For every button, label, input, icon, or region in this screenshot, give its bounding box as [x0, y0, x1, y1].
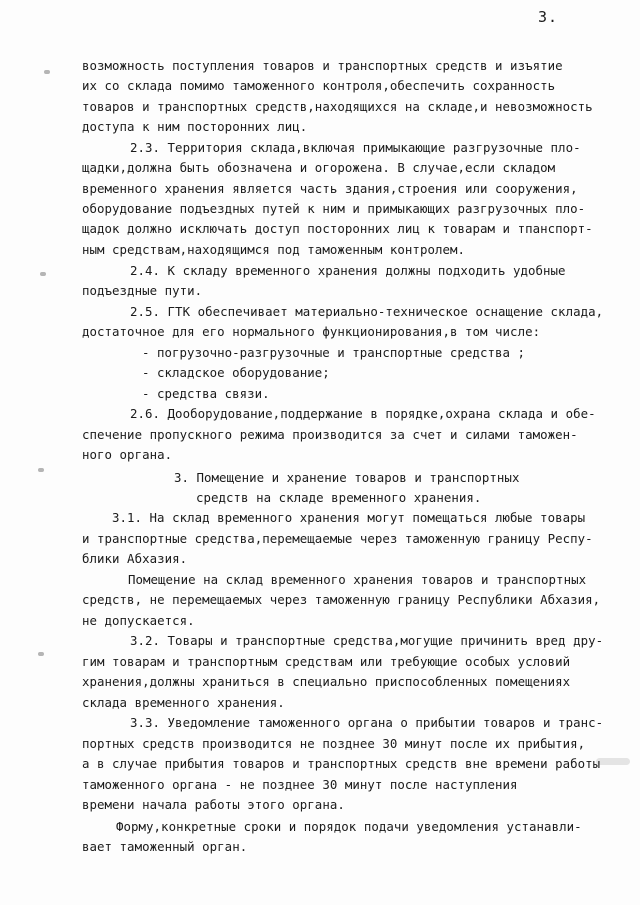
- text-line: Форму,конкретные сроки и порядок подачи уведомления устанавли-: [116, 819, 582, 834]
- text-line: 2.5. ГТК обеспечивает материально-техническое оснащение склада,: [130, 304, 604, 319]
- text-line: спечение пропускного режима производится за счет и силами таможен-: [82, 427, 578, 442]
- section-heading: 3. Помещение и хранение товаров и транспортных: [174, 470, 520, 485]
- text-line: доступа к ним посторонних лиц.: [82, 119, 308, 134]
- text-line: а в случае прибытия товаров и транспортных средств вне времени работы: [82, 756, 601, 771]
- text-line: 2.3. Территория склада,включая примыкающие разгрузочные пло-: [130, 140, 581, 155]
- page-number: 3.: [538, 8, 559, 26]
- text-line: щадок должно исключать доступ посторонних лиц к товарам и тпанспорт-: [82, 221, 593, 236]
- section-heading: средств на складе временного хранения.: [196, 490, 482, 505]
- text-line: Помещение на склад временного хранения товаров и транспортных: [128, 572, 587, 587]
- text-line: и транспортные средства,перемещаемые через таможенную границу Респу-: [82, 531, 593, 546]
- text-line: вает таможенный орган.: [82, 839, 248, 854]
- text-line: портных средств производится не позднее 30 минут после их прибытия,: [82, 736, 586, 751]
- text-line: оборудование подъездных путей к ним и примыкающих разгрузочных пло-: [82, 201, 586, 216]
- text-line: - средства связи.: [142, 386, 270, 401]
- text-line: - складское оборудование;: [142, 365, 330, 380]
- text-line: не допускается.: [82, 613, 195, 628]
- text-line: временного хранения является часть здания,строения или сооружения,: [82, 181, 578, 196]
- text-line: 2.4. К складу временного хранения должны подходить удобные: [130, 263, 566, 278]
- text-line: блики Абхазия.: [82, 551, 188, 566]
- text-line: 3.3. Уведомление таможенного органа о прибытии товаров и транс-: [130, 715, 604, 730]
- text-line: склада временного хранения.: [82, 695, 285, 710]
- binding-hole-mark: [38, 652, 44, 656]
- text-line: средств, не перемещаемых через таможенную границу Республики Абхазия,: [82, 592, 601, 607]
- binding-hole-mark: [38, 468, 44, 472]
- text-line: 2.6. Дооборудование,поддержание в порядке,охрана склада и обе-: [130, 406, 596, 421]
- text-line: - погрузочно-разгрузочные и транспортные средства ;: [142, 345, 525, 360]
- text-line: их со склада помимо таможенного контроля,обеспечить сохранность: [82, 78, 556, 93]
- binding-hole-mark: [40, 272, 46, 276]
- text-line: достаточное для его нормального функционирования,в том числе:: [82, 324, 541, 339]
- ink-smudge: [596, 758, 630, 765]
- text-line: таможенного органа - не позднее 30 минут после наступления: [82, 777, 518, 792]
- text-line: 3.1. На склад временного хранения могут помещаться любые товары: [112, 510, 586, 525]
- text-line: щадки,должна быть обозначена и огорожена. В случае,если складом: [82, 160, 556, 175]
- text-line: товаров и транспортных средств,находящихся на складе,и невозможность: [82, 99, 593, 114]
- text-line: возможность поступления товаров и транспортных средств и изъятие: [82, 58, 563, 73]
- binding-hole-mark: [44, 70, 50, 74]
- text-line: ным средствам,находящимся под таможенным контролем.: [82, 242, 465, 257]
- text-line: подъездные пути.: [82, 283, 203, 298]
- text-line: времени начала работы этого органа.: [82, 797, 345, 812]
- text-line: 3.2. Товары и транспортные средства,могущие причинить вред дру-: [130, 633, 604, 648]
- text-line: хранения,должны храниться в специально приспособленных помещениях: [82, 674, 571, 689]
- text-line: ного органа.: [82, 447, 173, 462]
- text-line: гим товарам и транспортным средствам или требующие особых условий: [82, 654, 571, 669]
